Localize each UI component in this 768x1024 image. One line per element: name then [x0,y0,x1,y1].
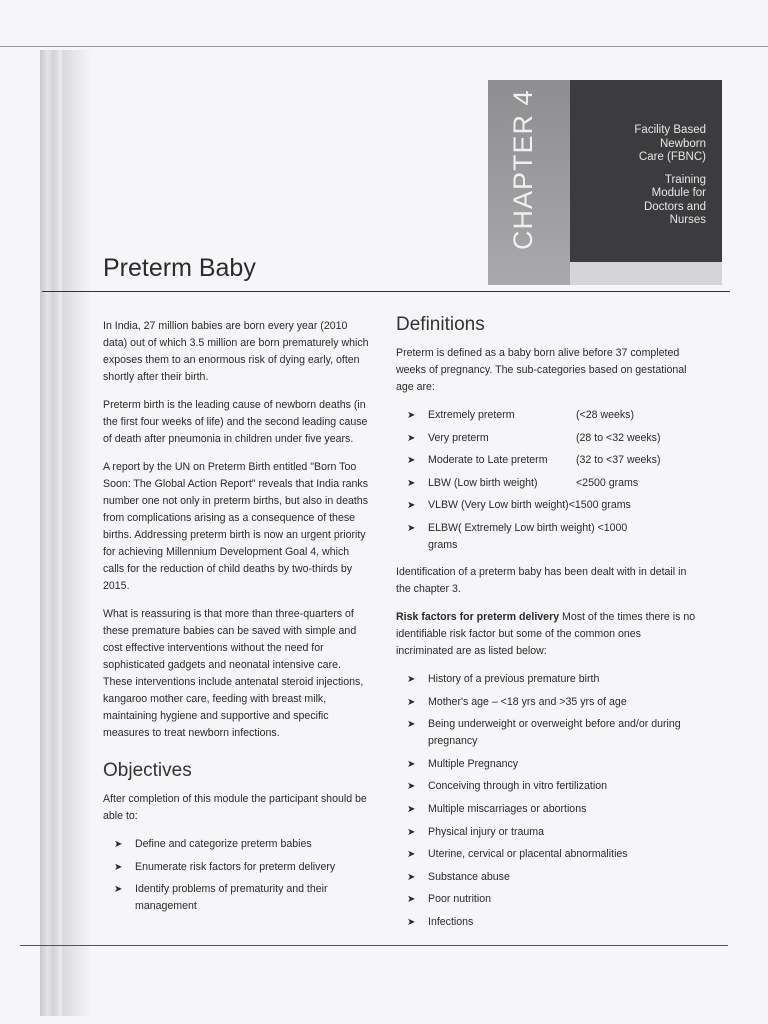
identification-note: Identification of a preterm baby has been dealt with in detail in the chapter 3. [396,565,687,595]
definitions-list [396,407,696,554]
right-column [396,316,696,941]
list-item: ➤ Substance abuse [396,869,696,886]
list-item: ➤ Infections [396,914,696,931]
list-item: ➤ Multiple miscarriages or abortions [396,801,696,818]
binding-shadow [62,50,92,1016]
list-item: ➤ Define and categorize preterm babies [103,836,371,853]
arrow-bullet-icon: ➤ [407,673,416,685]
arrow-bullet-icon: ➤ [407,803,416,815]
arrow-bullet-icon: ➤ [407,522,416,534]
module-line: Training [664,173,706,186]
arrow-bullet-icon: ➤ [407,758,416,770]
risk-factors-list [396,671,696,931]
arrow-bullet-icon: ➤ [407,500,416,512]
definition-item: ➤ VLBW (Very Low birth weight) <1500 grams [396,497,696,514]
intro-paragraph: In India, 27 million babies are born every year (2010 data) out of which 3.5 million are born prematurely which exposes them to an enormous risk of dying early, often shortly after their birth. [103,320,369,383]
arrow-bullet-icon: ➤ [407,410,416,421]
definition-item: ➤ Very preterm (28 to <32 weeks) [396,430,696,447]
arrow-bullet-icon: ➤ [114,839,123,850]
list-item: ➤ Enumerate risk factors for preterm delivery [103,859,371,876]
arrow-bullet-icon: ➤ [407,432,416,444]
arrow-bullet-icon: ➤ [114,861,123,873]
arrow-bullet-icon: ➤ [407,894,416,906]
list-item: ➤ Mother's age – <18 yrs and >35 yrs of age [396,694,696,711]
arrow-bullet-icon: ➤ [407,455,416,467]
chapter-lower-band [570,262,722,285]
chapter-gray-panel [488,80,570,285]
module-line: Module for [651,187,706,199]
list-item: ➤ Conceiving through in vitro fertilization [396,778,696,795]
module-title [586,124,706,228]
arrow-bullet-icon: ➤ [114,884,123,896]
arrow-bullet-icon: ➤ [407,871,416,883]
chapter-label: CHAPTER 4 [508,89,538,250]
objectives-list [103,836,371,915]
intro-paragraph: Preterm birth is the leading cause of newborn deaths (in the first four weeks of life) and the second leading cause of death after pneumonia in children under five years. [103,399,368,445]
module-line: Nurses [669,214,706,226]
list-item: ➤ Uterine, cervical or placental abnormalities [396,846,696,863]
definitions-lead: Preterm is defined as a baby born alive before 37 completed weeks of pregnancy. The sub-categories based on gestational age are: [396,347,687,393]
definitions-heading: Definitions [396,314,485,335]
module-line: Doctors and [643,200,706,213]
module-line: Newborn [659,137,706,150]
definition-item: ➤ LBW (Low birth weight) <2500 grams [396,475,696,492]
list-item: ➤ Identify problems of prematurity and their management [114,883,328,913]
arrow-bullet-icon: ➤ [407,781,416,793]
left-column [103,318,371,925]
list-item: ➤ Physical injury or trauma [396,824,696,841]
module-panel [570,80,722,262]
page-title: Preterm Baby [103,254,256,282]
title-rule [42,291,730,292]
arrow-bullet-icon: ➤ [407,477,416,489]
page-top-edge [0,46,768,47]
objectives-heading: Objectives [103,760,192,781]
objectives-lead: After completion of this module the participant should be able to: [103,793,367,822]
definition-item: ➤ Extremely preterm (<28 weeks) [396,407,696,424]
list-item: ➤ Multiple Pregnancy [396,756,696,773]
intro-paragraph: What is reassuring is that more than three-quarters of these premature babies can be saved with simple and cost effective interventions without the need for sophisticated gadgets and neonatal intensive care. These interventions include antenatal steroid injections, kangaroo mother care, feeding with breast milk, maintaining hygiene and supportive and specific measures to treat newborn infections. [103,608,364,739]
list-item: ➤ Poor nutrition [396,891,696,908]
chapter-banner [488,80,722,285]
definition-item: ➤ ELBW( Extremely Low birth weight) <1000 grams [407,521,628,551]
list-item: ➤ History of a previous premature birth [396,671,696,688]
footer-rule [20,945,728,946]
arrow-bullet-icon: ➤ [407,696,416,708]
binding-spine [40,50,62,1016]
arrow-bullet-icon: ➤ [407,849,416,861]
risk-factors-heading: Risk factors for preterm delivery [396,610,560,623]
arrow-bullet-icon: ➤ [407,826,416,838]
list-item: ➤ Being underweight or overweight before and/or during pregnancy [407,718,681,748]
intro-paragraph: A report by the UN on Preterm Birth entitled "Born Too Soon: The Global Action Report" reveals that India ranks number one not only in preterm births, but also in deaths from complications arising as a consequence of these births. Addressing preterm birth is now an urgent priority for achieving Millennium Development Goal 4, which calls for the reduction of child deaths by two-thirds by 2015. [103,461,369,592]
risk-factors-intro: Risk factors for preterm delivery Most of the times there is no identifiable risk factor but some of the common ones incriminated are as listed below: [396,610,696,657]
module-line: Care (FBNC) [638,151,706,163]
module-line: Facility Based [634,124,706,136]
arrow-bullet-icon: ➤ [407,916,416,928]
arrow-bullet-icon: ➤ [407,719,416,731]
definition-item: ➤ Moderate to Late preterm (32 to <37 weeks) [396,452,696,469]
